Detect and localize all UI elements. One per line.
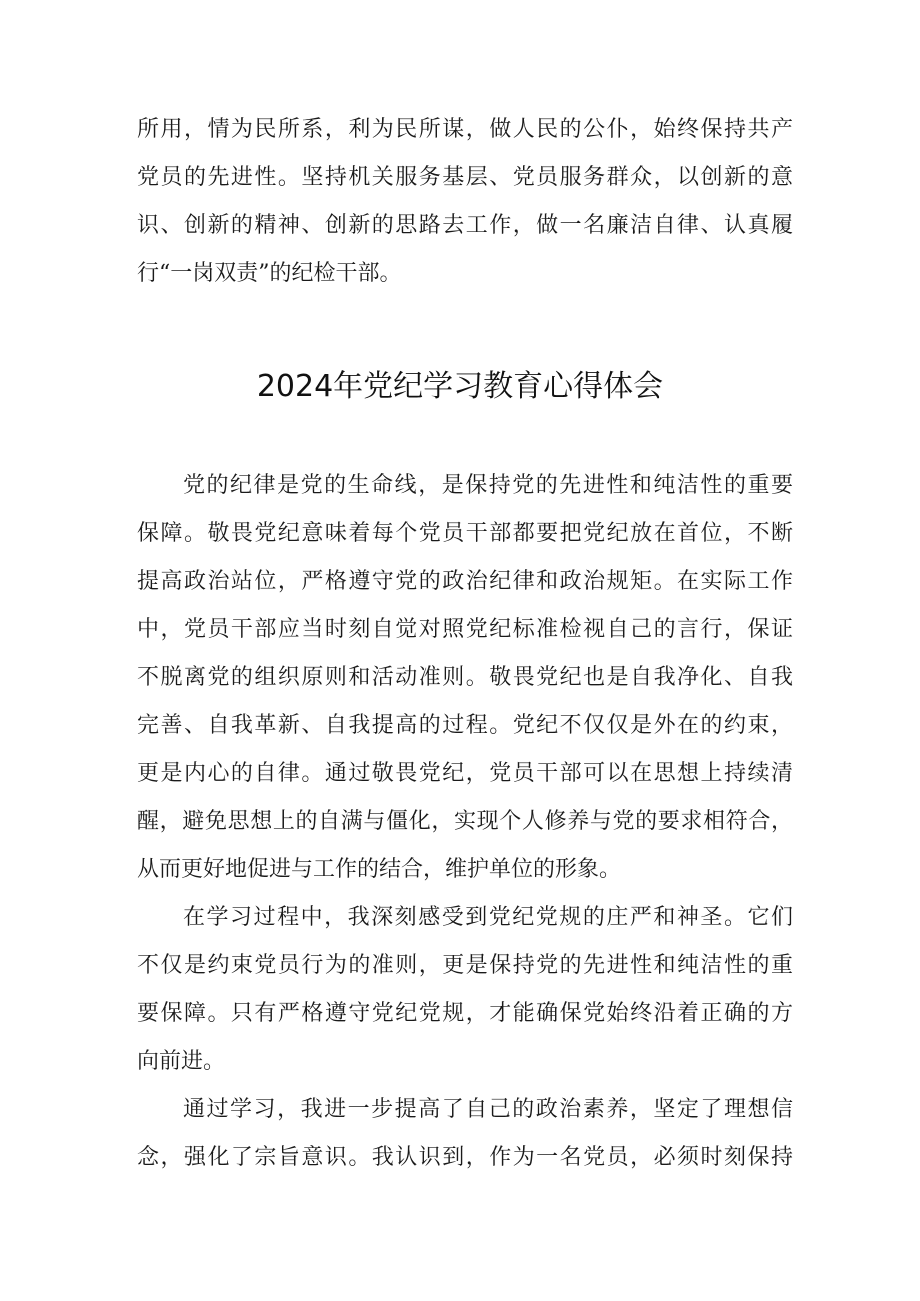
text-line: 从而更好地促进与工作的结合，维护单位的形象。 [137, 857, 622, 882]
text-line: 党员的先进性。坚持机关服务基层、党员服务群众，以创新的意 [137, 165, 793, 190]
text-line: 更是内心的自律。通过敬畏党纪，党员干部可以在思想上持续清 [137, 761, 793, 786]
paragraph-2 [137, 894, 793, 1086]
text-line: 不仅是约束党员行为的准则，更是保持党的先进性和纯洁性的重 [137, 953, 793, 978]
text-line: 党的纪律是党的生命线，是保持党的先进性和纯洁性的重要 [183, 473, 793, 498]
text-line: 在学习过程中，我深刻感受到党纪党规的庄严和神圣。它们 [183, 905, 793, 930]
text-line: 识、创新的精神、创新的思路去工作，做一名廉洁自律、认真履 [137, 213, 793, 238]
text-line: 完善、自我革新、自我提高的过程。党纪不仅仅是外在的约束， [137, 713, 793, 738]
text-line: 向前进。 [137, 1049, 226, 1074]
paragraph-3 [137, 1086, 793, 1182]
paragraph-1 [137, 462, 793, 894]
text-line: 中，党员干部应当时刻自觉对照党纪标准检视自己的言行，保证 [137, 617, 793, 642]
text-line: 醒，避免思想上的自满与僵化，实现个人修养与党的要求相符合， [137, 809, 793, 834]
text-line: 行“一岗双责”的纪检干部。 [137, 261, 402, 286]
text-line: 保障。敬畏党纪意味着每个党员干部都要把党纪放在首位，不断 [137, 521, 793, 546]
text-line: 通过学习，我进一步提高了自己的政治素养，坚定了理想信 [183, 1097, 793, 1122]
text-line: 念，强化了宗旨意识。我认识到，作为一名党员，必须时刻保持 [137, 1145, 793, 1170]
text-line: 所用，情为民所系，利为民所谋，做人民的公仆，始终保持共产 [137, 117, 793, 142]
text-line: 提高政治站位，严格遵守党的政治纪律和政治规矩。在实际工作 [137, 569, 793, 594]
text-line: 不脱离党的组织原则和活动准则。敬畏党纪也是自我净化、自我 [137, 665, 793, 690]
document-title: 2024年党纪学习教育心得体会 [256, 369, 664, 404]
text-line: 要保障。只有严格遵守党纪党规，才能确保党始终沿着正确的方 [137, 1001, 793, 1026]
intro-paragraph [137, 106, 793, 298]
